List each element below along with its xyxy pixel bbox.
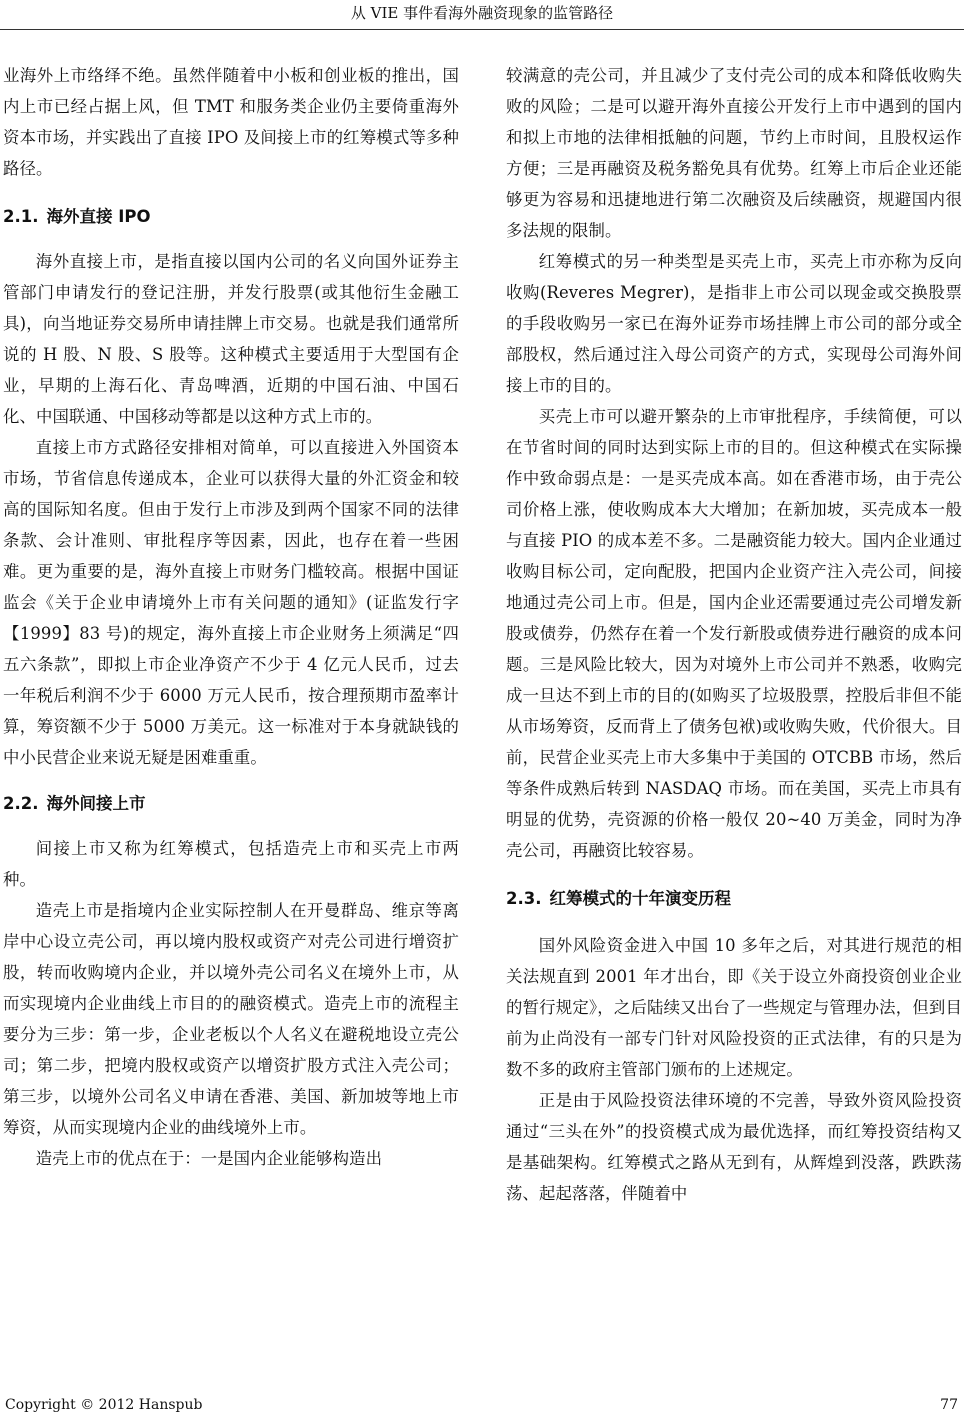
- paragraph: 国外风险资金进入中国 10 多年之后，对其进行规范的相关法规直到 2001 年才出台，即《关于设立外商投资创业企业的暂行规定》，之后陆续又出台了一些规定与管理办法，但到目前为止尚没有一部专门针对风险投资的正式法律，有的只是为数不多的政府主管部门颁布的上述规定。: [506, 936, 962, 1079]
- paragraph: 直接上市方式路径安排相对简单，可以直接进入外国资本市场，节省信息传递成本，企业可以获得大量的外汇资金和较高的国际知名度。但由于发行上市涉及到两个国家不同的法律条款、会计准则、审批程序等因素，因此，也存在着一些困难。更为重要的是，海外直接上市财务门槛较高。根据中国证监会《关于企业申请境外上市有关问题的通知》(证监发行字【1999】83 号)的规定，海外直接上市企业财务上须满足“四五六条款”，即拟上市企业净资产不少于 4 亿元人民币，过去一年税后利润不少于 6000 万元人民币，按合理预期市盈率计算，筹资额不少于 5000 万美元。这一标准对于本身就缺钱的中小民营企业来说无疑是困难重重。: [3, 438, 459, 767]
- paragraph: 造壳上市是指境内企业实际控制人在开曼群岛、维京等离岸中心设立壳公司，再以境内股权或资产对壳公司进行增资扩股，转而收购境内企业，并以境外壳公司名义在境外上市，从而实现境内企业曲线上市目的的融资模式。造壳上市的流程主要分为三步：第一步，企业老板以个人名义在避税地设立壳公司；第二步，把境内股权或资产以增资扩股方式注入壳公司；第三步，以境外公司名义申请在香港、美国、新加坡等地上市筹资，从而实现境内企业的曲线境外上市。: [3, 901, 459, 1137]
- section-title: 海外直接 IPO: [46, 207, 151, 226]
- page-footer: [0, 1396, 964, 1414]
- paragraph: 买壳上市可以避开繁杂的上市审批程序，手续简便，可以在节省时间的同时达到实际上市的目的。但这种模式在实际操作中致命弱点是：一是买壳成本高。如在香港市场，由于壳公司价格上涨，使收购成本大大增加；在新加坡，买壳成本一般与直接 PIO 的成本差不多。二是融资能力较大。国内企业通过收购目标公司，定向配股，把国内企业资产注入壳公司，间接地通过壳公司上市。但是，国内企业还需要通过壳公司增发新股或债券，仍然存在着一个发行新股或债券进行融资的成本问题。三是风险比较大，因为对境外上市公司并不熟悉，收购完成一旦达不到上市的目的(如购买了垃圾股票，控股后非但不能从市场筹资，反而背上了债务包袱)或收购失败，代价很大。目前，民营企业买壳上市大多集中于美国的 OTCBB 市场，然后等条件成熟后转到 NASDAQ 市场。而在美国，买壳上市具有明显的优势，壳资源的价格一般仅 20~40 万美金，同时为净壳公司，再融资比较容易。: [506, 407, 962, 860]
- continued-paragraph: 较满意的壳公司，并且减少了支付壳公司的成本和降低收购失败的风险；二是可以避开海外直接公开发行上市中遇到的国内和拟上市地的法律相抵触的问题，节约上市时间，且股权运作方便；三是再融资及税务豁免具有优势。红筹上市后企业还能够更为容易和迅捷地进行第二次融资及后续融资，规避国内很多法规的限制。: [506, 66, 962, 240]
- running-header: 从 VIE 事件看海外融资现象的监管路径: [350, 4, 614, 22]
- paragraph: 正是由于风险投资法律环境的不完善，导致外资风险投资通过“三头在外”的投资模式成为最优选择，而红筹投资结构又是基础架构。红筹模式之路从无到有，从辉煌到没落，跌跌荡荡、起起落落，伴随着中: [506, 1091, 962, 1203]
- section-number: 2.2.: [3, 794, 39, 813]
- section-heading-2-3: [506, 888, 962, 910]
- section-number: 2.1.: [3, 207, 39, 226]
- section-heading-2-1: [3, 206, 459, 228]
- page-number: 77: [940, 1397, 958, 1413]
- section-title: 红筹模式的十年演变历程: [549, 889, 731, 908]
- paragraph: 造壳上市的优点在于：一是国内企业能够构造出: [35, 1149, 383, 1168]
- right-column: [506, 60, 962, 1209]
- section-title: 海外间接上市: [46, 794, 146, 813]
- header-rule: [0, 29, 964, 30]
- paragraph: 间接上市又称为红筹模式，包括造壳上市和买壳上市两种。: [3, 839, 459, 889]
- section-number: 2.3.: [506, 889, 542, 908]
- paragraph: 红筹模式的另一种类型是买壳上市，买壳上市亦称为反向收购(Reveres Megrer)，是指非上市公司以现金或交换股票的手段收购另一家已在海外证券市场挂牌上市公司的部分或全部股权，然后通过注入母公司资产的方式，实现母公司海外间接上市的目的。: [506, 252, 962, 395]
- intro-paragraph: 业海外上市络绎不绝。虽然伴随着中小板和创业板的推出，国内上市已经占据上风，但 TMT 和服务类企业仍主要倚重海外资本市场，并实践出了直接 IPO 及间接上市的红筹模式等多种路径。: [3, 66, 459, 178]
- section-heading-2-2: [3, 793, 459, 815]
- left-column: [3, 60, 459, 1174]
- paragraph: 海外直接上市，是指直接以国内公司的名义向国外证券主管部门申请发行的登记注册，并发行股票(或其他衍生金融工具)，向当地证券交易所申请挂牌上市交易。也就是我们通常所说的 H 股、N 股、S 股等。这种模式主要适用于大型国有企业，早期的上海石化、青岛啤酒，近期的中国石油、中国石化、中国联通、中国移动等都是以这种方式上市的。: [3, 252, 459, 426]
- copyright-notice: Copyright © 2012 Hanspub: [5, 1397, 203, 1413]
